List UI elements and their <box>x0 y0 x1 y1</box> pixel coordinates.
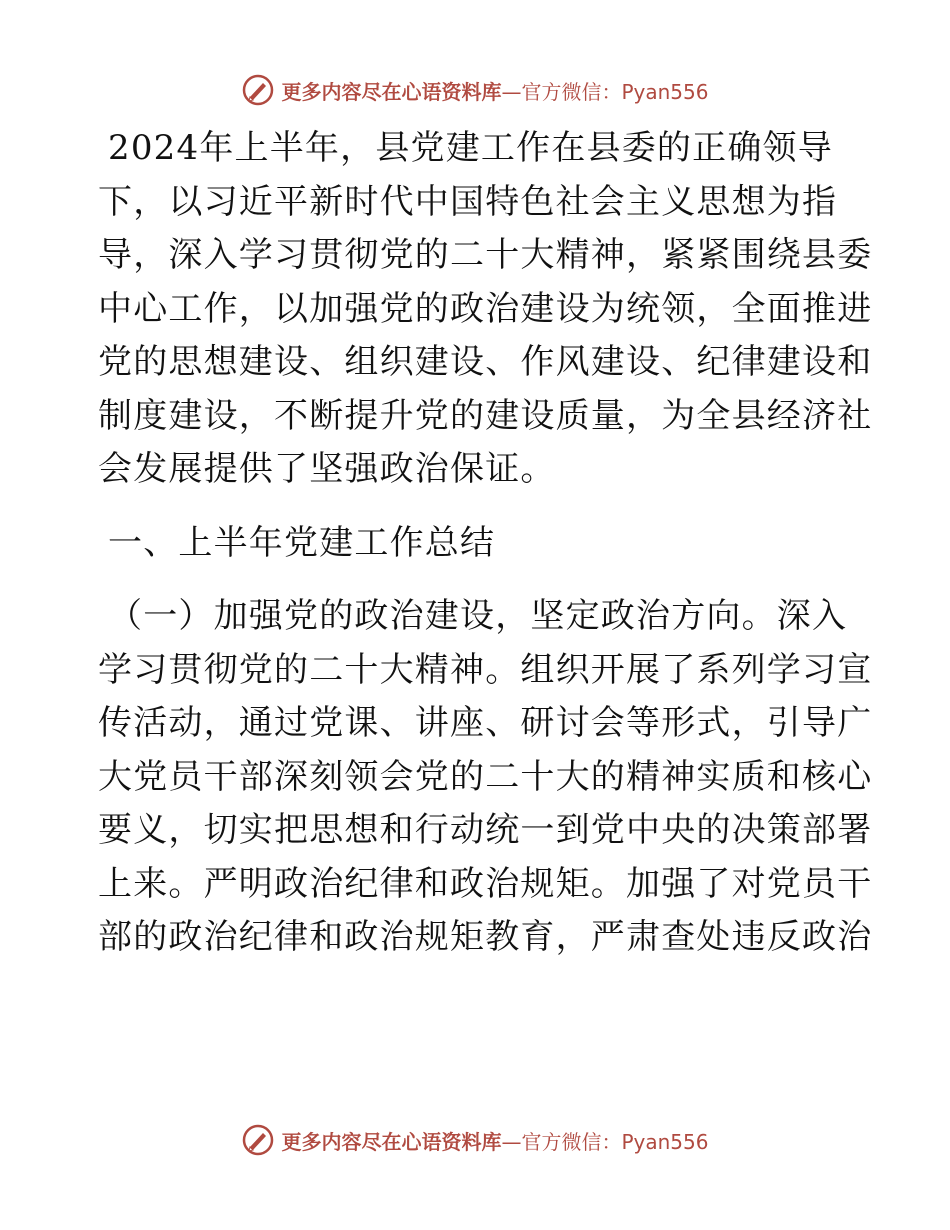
text-line: 党的思想建设、组织建设、作风建设、纪律建设和 <box>98 342 873 382</box>
text-line: （一）加强党的政治建设，坚定政治方向。深入 <box>108 596 848 636</box>
text-line: 学习贯彻党的二十大精神。组织开展了系列学习宣 <box>98 649 873 690</box>
text-line: 会发展提供了坚强政治保证。 <box>98 449 556 489</box>
section-heading: 一、上半年党建工作总结 <box>108 522 496 563</box>
text-line: 下，以习近平新时代中国特色社会主义思想为指 <box>98 181 838 222</box>
intro-paragraph <box>98 122 873 497</box>
pen-logo-icon <box>241 73 275 107</box>
text-line: 传活动，通过党课、讲座、研讨会等形式，引导广 <box>98 703 873 743</box>
section-one-paragraph <box>98 590 873 965</box>
text-line: 大党员干部深刻领会党的二十大的精神实质和核心 <box>98 756 873 797</box>
footer-watermark <box>0 1120 950 1160</box>
header-watermark <box>0 70 950 110</box>
text-line: 2024年上半年，县党建工作在县委的正确领导 <box>108 128 833 168</box>
text-line: 导，深入学习贯彻党的二十大精神，紧紧围绕县委 <box>98 235 873 275</box>
text-line: 上来。严明政治纪律和政治规矩。加强了对党员干 <box>98 863 873 904</box>
watermark-text: 更多内容尽在心语资料库—官方微信：Pyan556 <box>281 79 709 104</box>
watermark-text: 更多内容尽在心语资料库—官方微信：Pyan556 <box>281 1129 709 1154</box>
text-line: 要义，切实把思想和行动统一到党中央的决策部署 <box>98 810 873 850</box>
text-line: 制度建设，不断提升党的建设质量，为全县经济社 <box>98 395 873 436</box>
text-line: 中心工作，以加强党的政治建设为统领，全面推进 <box>98 288 873 329</box>
text-line: 部的政治纪律和政治规矩教育，严肃查处违反政治 <box>98 917 873 957</box>
pen-logo-icon <box>241 1123 275 1157</box>
document-body <box>98 122 873 965</box>
